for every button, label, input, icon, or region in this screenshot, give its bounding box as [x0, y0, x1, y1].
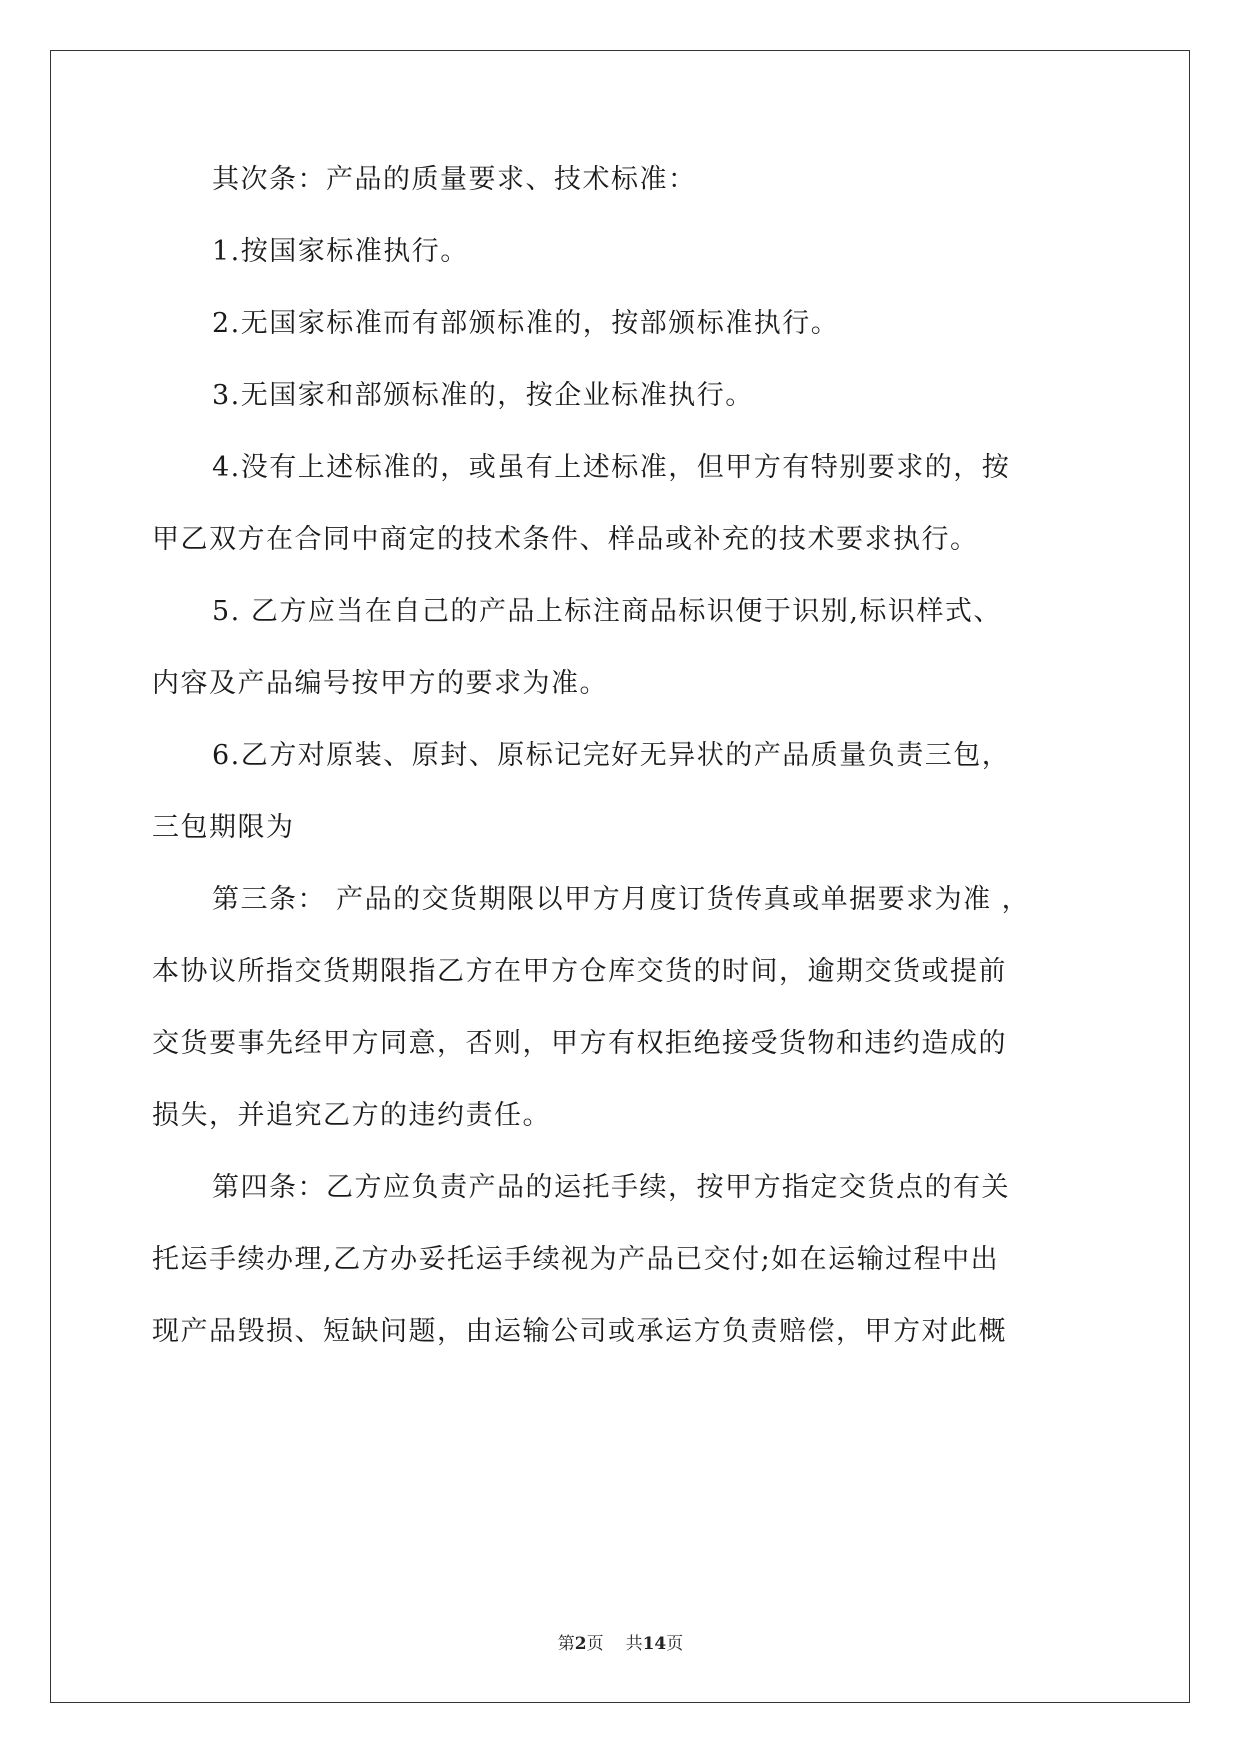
- paragraph-line: 现产品毁损、短缺问题，由运输公司或承运方负责赔偿，甲方对此概: [152, 1316, 1007, 1347]
- paragraph-line: 托运手续办理,乙方办妥托运手续视为产品已交付;如在运输过程中出: [152, 1244, 1000, 1275]
- paragraph-line: 其次条：产品的质量要求、技术标准：: [212, 164, 697, 195]
- paragraph-line: 三包期限为: [152, 812, 295, 843]
- page-border: [50, 50, 1190, 1703]
- paragraph-line: 第三条： 产品的交货期限以甲方月度订货传真或单据要求为准 ，: [212, 884, 1031, 915]
- paragraph-line: 损失，并追究乙方的违约责任。: [152, 1100, 551, 1131]
- paragraph-line: 1.按国家标准执行。: [212, 236, 469, 267]
- paragraph-line: 内容及产品编号按甲方的要求为准。: [152, 668, 608, 699]
- paragraph-line: 第四条：乙方应负责产品的运托手续，按甲方指定交货点的有关: [212, 1172, 1010, 1203]
- paragraph-line: 甲乙双方在合同中商定的技术条件、样品或补充的技术要求执行。: [152, 524, 979, 555]
- page-unit: 页: [586, 1634, 604, 1654]
- total-page-number: 14: [642, 1634, 667, 1654]
- total-prefix: 共: [625, 1634, 643, 1654]
- paragraph-line: 3.无国家和部颁标准的，按企业标准执行。: [212, 380, 754, 411]
- paragraph-line: 2.无国家标准而有部颁标准的，按部颁标准执行。: [212, 308, 840, 339]
- paragraph-line: 5. 乙方应当在自己的产品上标注商品标识便于识别,标识样式、: [212, 596, 1002, 627]
- paragraph-line: 本协议所指交货期限指乙方在甲方仓库交货的时间，逾期交货或提前: [152, 956, 1007, 987]
- paragraph-line: 交货要事先经甲方同意，否则，甲方有权拒绝接受货物和违约造成的: [152, 1028, 1007, 1059]
- paragraph-line: 4.没有上述标准的，或虽有上述标准，但甲方有特别要求的，按: [212, 452, 1011, 483]
- page-prefix: 第: [557, 1634, 575, 1654]
- page-number-footer: [0, 1632, 1241, 1656]
- total-unit: 页: [666, 1634, 684, 1654]
- paragraph-line: 6.乙方对原装、原封、原标记完好无异状的产品质量负责三包，: [212, 740, 1011, 771]
- current-page-number: 2: [574, 1634, 587, 1654]
